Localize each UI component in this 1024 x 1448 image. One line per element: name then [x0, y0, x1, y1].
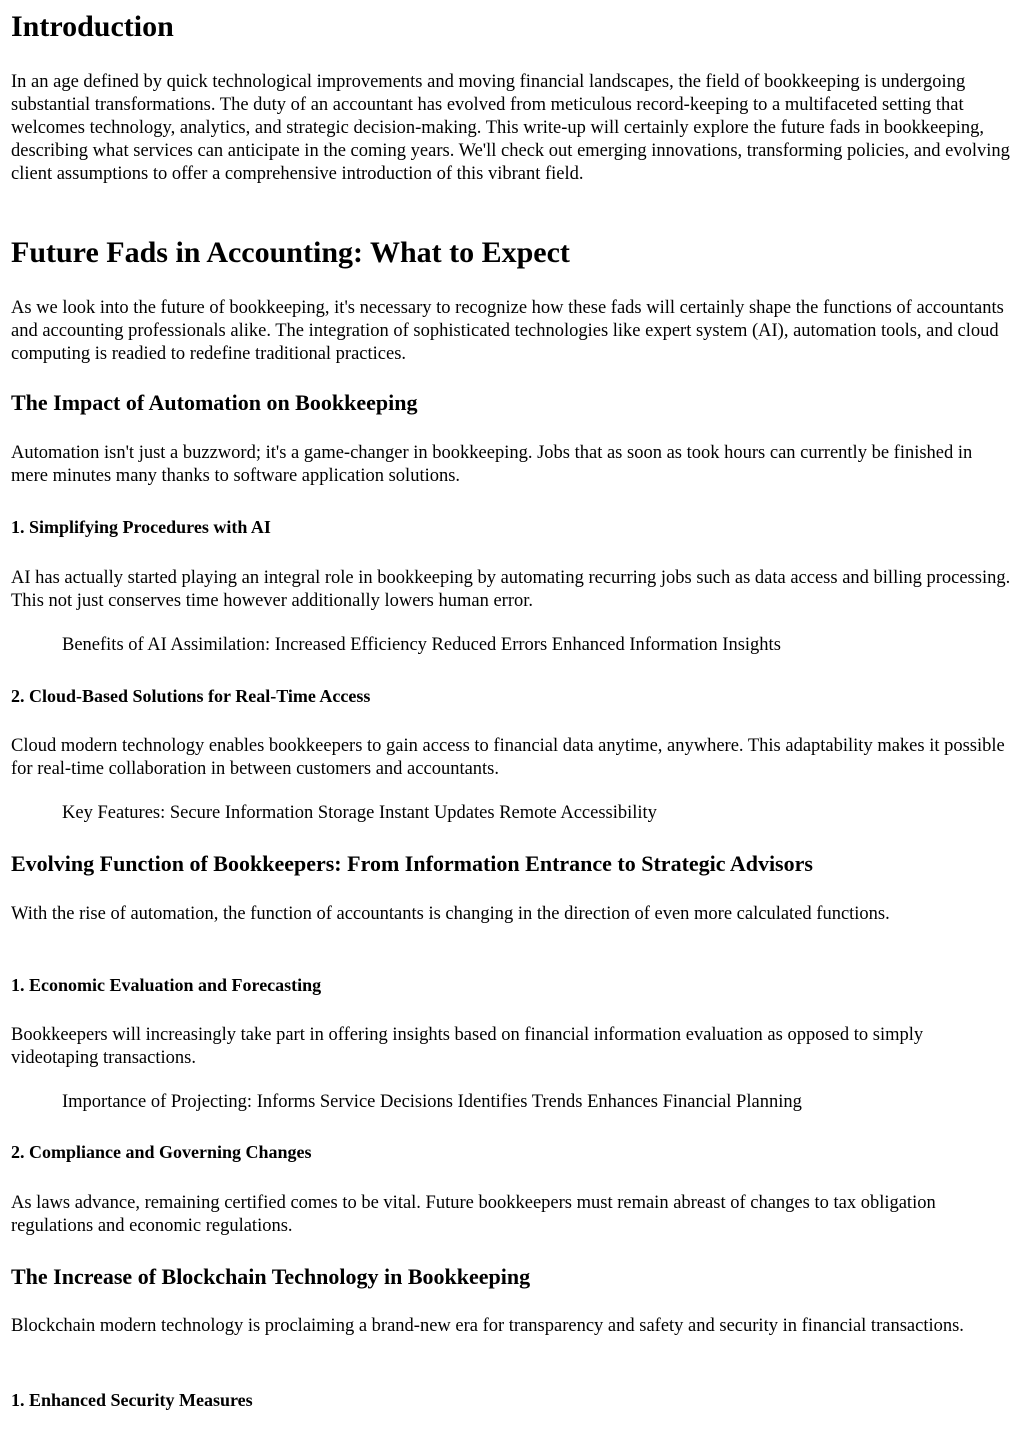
automation-heading: The Impact of Automation on Bookkeeping — [11, 390, 418, 415]
ai-benefits: Benefits of AI Assimilation: Increased Efficiency Reduced Errors Enhanced Information Insights — [62, 635, 781, 655]
ai-heading: 1. Simplifying Procedures with AI — [11, 517, 271, 537]
intro-heading: Introduction — [11, 10, 174, 43]
blockchain-heading: The Increase of Blockchain Technology in Bookkeeping — [11, 1264, 531, 1289]
evolving-paragraph: With the rise of automation, the function of accountants is changing in the direction of even more calculated functions. — [11, 904, 890, 924]
compliance-paragraph: As laws advance, remaining certified comes to be vital. Future bookkeepers must remain abreast of changes to tax obligation regulations and economic regulations. — [11, 1193, 936, 1236]
main-heading: Future Fads in Accounting: What to Expect — [11, 236, 570, 269]
evolving-heading: Evolving Function of Bookkeepers: From Information Entrance to Strategic Advisors — [11, 851, 813, 876]
cloud-features: Key Features: Secure Information Storage Instant Updates Remote Accessibility — [62, 803, 657, 823]
ai-paragraph: AI has actually started playing an integral role in bookkeeping by automating recurring jobs such as data access and billing processing. This not just conserves time however additionally lowers human error. — [11, 568, 1011, 611]
automation-paragraph: Automation isn't just a buzzword; it's a game-changer in bookkeeping. Jobs that as soon as took hours can currently be finished in mere minutes many thanks to software application solutions. — [11, 443, 973, 486]
cloud-heading: 2. Cloud-Based Solutions for Real-Time Access — [11, 686, 371, 706]
main-paragraph: As we look into the future of bookkeeping, it's necessary to recognize how these fads will certainly shape the functions of accountants and accounting professionals alike. The integration of sophisticated technologies like expert system (AI), automation tools, and cloud computing is readied to redefine traditional practices. — [11, 298, 1004, 364]
forecast-importance: Importance of Projecting: Informs Service Decisions Identifies Trends Enhances Financial Planning — [62, 1092, 802, 1112]
security-heading: 1. Enhanced Security Measures — [11, 1390, 253, 1410]
compliance-heading: 2. Compliance and Governing Changes — [11, 1142, 312, 1162]
blockchain-paragraph: Blockchain modern technology is proclaiming a brand-new era for transparency and safety and security in financial transactions. — [11, 1316, 964, 1336]
intro-paragraph: In an age defined by quick technological improvements and moving financial landscapes, the field of bookkeeping is undergoing substantial transformations. The duty of an accountant has evolved from meticulous record-keeping to a multifaceted setting that welcomes technology, analytics, and strategic decision-making. This write-up will certainly explore the future fads in bookkeeping, describing what services can anticipate in the coming years. We'll check out emerging innovations, transforming policies, and evolving client assumptions to offer a comprehensive introduction of this vibrant field. — [11, 72, 1010, 184]
cloud-paragraph: Cloud modern technology enables bookkeepers to gain access to financial data anytime, anywhere. This adaptability makes it possible for real-time collaboration in between customers and accountants. — [11, 736, 1005, 779]
forecast-paragraph: Bookkeepers will increasingly take part in offering insights based on financial information evaluation as opposed to simply videotaping transactions. — [11, 1025, 924, 1068]
forecast-heading: 1. Economic Evaluation and Forecasting — [11, 975, 322, 995]
